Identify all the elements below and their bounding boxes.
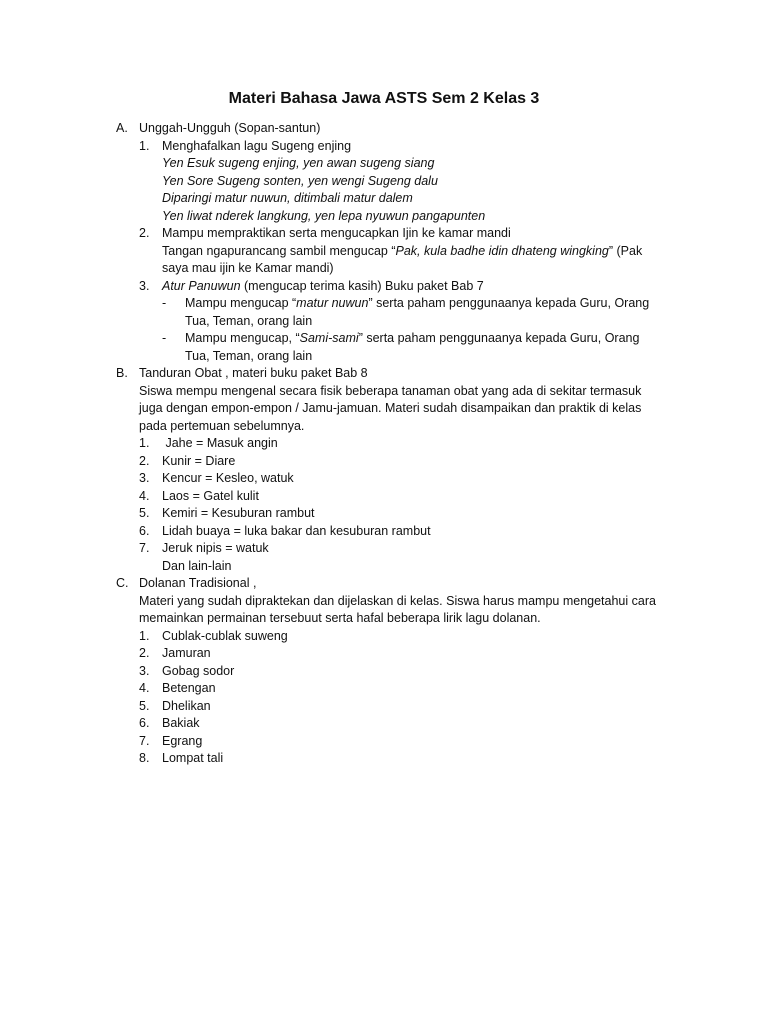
list-item	[116, 698, 676, 716]
dash-item	[116, 295, 676, 313]
list-marker: 2.	[139, 646, 150, 660]
lyric-line	[116, 208, 676, 226]
list-item	[116, 225, 676, 243]
list-item-text: Menghafalkan lagu Sugeng enjing	[162, 138, 352, 153]
paragraph-line: Materi yang sudah dipraktekan dan dijelaskan di kelas. Siswa harus mampu mengetahui cara	[139, 593, 656, 608]
lyric-text: Yen Sore Sugeng sonten, yen wengi Sugeng dalu	[162, 173, 438, 188]
text-run: Mampu mengucap, “	[185, 331, 300, 345]
page-title: Materi Bahasa Jawa ASTS Sem 2 Kelas 3	[228, 90, 540, 107]
text-run: ” serta paham penggunaanya kepada Guru, Orang	[368, 296, 650, 310]
list-item	[116, 488, 676, 506]
paragraph-line: Siswa mempu mengenal secara fisik beberapa tanaman obat yang ada di sekitar termasuk	[139, 383, 642, 398]
lyric-line	[116, 155, 676, 173]
dash-item-line: Tua, Teman, orang lain	[185, 348, 313, 363]
list-item	[116, 470, 676, 488]
paragraph-line: pada pertemuan sebelumnya.	[139, 418, 305, 433]
lyric-text: Yen liwat nderek langkung, yen lepa nyuwun pangapunten	[162, 208, 486, 223]
list-item-text: Cublak-cublak suweng	[162, 628, 288, 643]
list-item-text: Dhelikan	[162, 698, 211, 713]
list-item	[116, 523, 676, 541]
text-run: ” serta paham penggunaanya kepada Guru, Orang	[358, 331, 640, 345]
text-run: Tangan ngapurancang sambil mengucap “	[162, 243, 396, 258]
section-marker: A.	[116, 121, 128, 135]
paragraph-line: juga dengan empon-empon / Jamu-jamuan. Materi sudah disampaikan dan praktik di kelas	[139, 401, 642, 415]
list-item-text: Mampu mempraktikan serta mengucapkan Ijin ke kamar mandi	[162, 226, 511, 240]
list-item	[116, 435, 676, 453]
italic-phrase: matur nuwun	[296, 296, 369, 310]
section-heading: Tanduran Obat , materi buku paket Bab 8	[139, 366, 368, 380]
list-item	[116, 453, 676, 471]
section-a-heading	[116, 120, 676, 138]
italic-phrase: Atur Panuwun	[162, 278, 241, 293]
list-item-text: Gobag sodor	[162, 663, 235, 678]
list-item-text: Jamuran	[162, 646, 211, 660]
list-marker: 2.	[139, 453, 150, 468]
list-item	[116, 628, 676, 646]
list-marker: 1.	[139, 628, 150, 643]
list-marker: 1.	[139, 138, 150, 153]
list-item	[116, 733, 676, 751]
list-item-text: Bakiak	[162, 716, 200, 730]
section-heading: Dolanan Tradisional ,	[139, 576, 257, 590]
paragraph-line: memainkan permainan tersebuut serta hafal beberapa lirik lagu dolanan.	[139, 611, 541, 625]
dash-marker: -	[162, 331, 167, 345]
list-item	[116, 540, 676, 558]
list-marker: 8.	[139, 751, 150, 765]
list-item-text: Lidah buaya = luka bakar dan kesuburan rambut	[162, 523, 431, 538]
lyric-line	[116, 173, 676, 191]
list-marker: 3.	[139, 663, 150, 678]
list-item	[116, 715, 676, 733]
list-item	[116, 278, 676, 296]
list-item	[116, 138, 676, 156]
lyric-text: Yen Esuk sugeng enjing, yen awan sugeng siang	[162, 156, 435, 170]
section-heading: Unggah-Ungguh (Sopan-santun)	[139, 121, 321, 135]
text-run: ” (Pak	[608, 243, 643, 258]
section-marker: B.	[116, 366, 128, 380]
list-marker: 5.	[139, 506, 150, 520]
list-marker: 5.	[139, 698, 150, 713]
section-b-heading	[116, 365, 676, 383]
dash-item-text	[185, 330, 676, 348]
list-item	[116, 680, 676, 698]
lyric-line	[116, 190, 676, 208]
list-item	[116, 750, 676, 768]
list-marker: 7.	[139, 733, 150, 748]
list-item-text: Egrang	[162, 733, 203, 748]
dash-item-line: Tua, Teman, orang lain	[185, 313, 313, 328]
list-marker: 3.	[139, 471, 150, 485]
list-item-text: Kunir = Diare	[162, 453, 236, 468]
lyric-text: Diparingi matur nuwun, ditimbali matur dalem	[162, 191, 413, 205]
section-c-heading	[116, 575, 676, 593]
list-item-text	[162, 278, 676, 296]
list-marker: 4.	[139, 488, 150, 503]
list-marker: 2.	[139, 226, 150, 240]
list-item-line: saya mau ijin ke Kamar mandi)	[162, 261, 334, 275]
list-tail: Dan lain-lain	[162, 558, 232, 573]
list-item-line	[116, 243, 676, 261]
list-marker: 6.	[139, 523, 150, 538]
list-marker: 4.	[139, 681, 150, 695]
list-item	[116, 663, 676, 681]
dash-item	[116, 330, 676, 348]
list-item-text: Betengan	[162, 681, 216, 695]
list-item-text: Lompat tali	[162, 751, 224, 765]
section-marker: C.	[116, 576, 129, 590]
text-run: Mampu mengucap “	[185, 296, 297, 310]
list-item-text: Kemiri = Kesuburan rambut	[162, 506, 315, 520]
list-item-text: Laos = Gatel kulit	[162, 488, 259, 503]
list-marker: 1.	[139, 436, 150, 450]
dash-marker: -	[162, 296, 167, 310]
list-item	[116, 645, 676, 663]
italic-phrase: Pak, kula badhe idin dhateng wingking	[395, 243, 609, 258]
list-item	[116, 505, 676, 523]
list-item-text: Kencur = Kesleo, watuk	[162, 471, 294, 485]
list-item-text: Jeruk nipis = watuk	[162, 541, 269, 555]
dash-item-text	[185, 295, 676, 313]
italic-phrase: Sami-sami	[299, 331, 359, 345]
list-item-text: Jahe = Masuk angin	[162, 436, 278, 450]
document-body	[116, 120, 676, 768]
list-marker: 3.	[139, 278, 150, 293]
text-run: (mengucap terima kasih) Buku paket Bab 7	[240, 278, 484, 293]
list-marker: 7.	[139, 541, 150, 555]
list-marker: 6.	[139, 716, 150, 730]
